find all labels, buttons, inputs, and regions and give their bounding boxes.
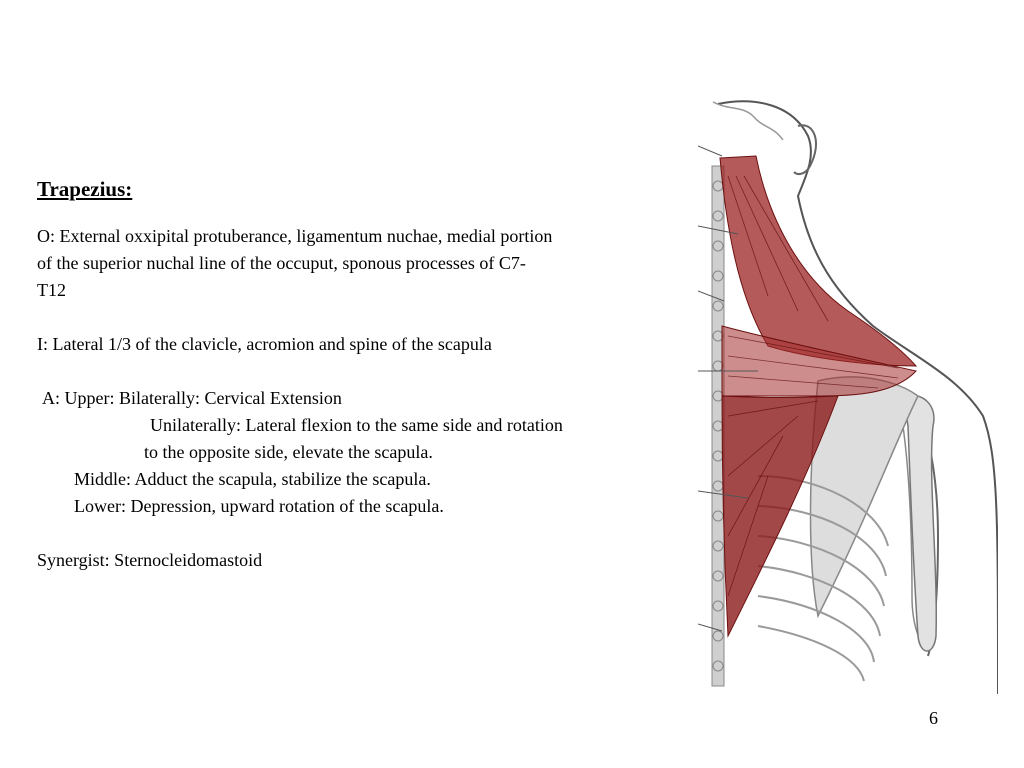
slide-title: Trapezius: (37, 177, 133, 201)
action-unilateral-line-2: to the opposite side, elevate the scapula. (144, 442, 433, 462)
action-lower-line: Lower: Depression, upward rotation of the scapula. (74, 496, 444, 516)
origin-line-3: T12 (37, 280, 66, 300)
trapezius-anatomy-illustration (698, 96, 998, 694)
synergist-line: Synergist: Sternocleidomastoid (37, 550, 263, 570)
origin-line-1: O: External oxxipital protuberance, ligamentum nuchae, medial portion (37, 226, 553, 246)
action-upper-line: A: Upper: Bilaterally: Cervical Extension (42, 388, 342, 408)
insertion-line: I: Lateral 1/3 of the clavicle, acromion and spine of the scapula (37, 334, 492, 354)
action-middle-line: Middle: Adduct the scapula, stabilize the scapula. (74, 469, 431, 489)
humerus-bone (903, 395, 936, 651)
slide-content (37, 174, 697, 574)
origin-line-2: of the superior nuchal line of the occuput, sponous processes of C7- (37, 253, 526, 273)
page-number: 6 (929, 708, 938, 728)
action-unilateral-line-1: Unilaterally: Lateral flexion to the same side and rotation (150, 415, 563, 435)
